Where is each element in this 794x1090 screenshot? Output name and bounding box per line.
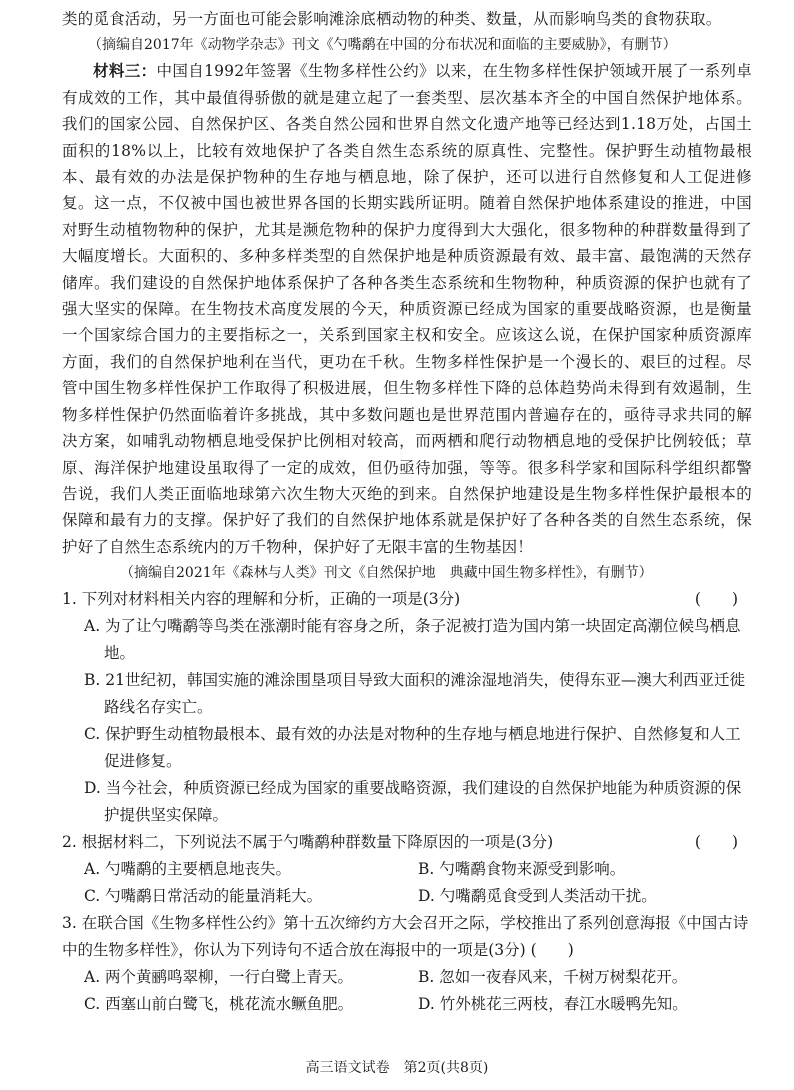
option-c: C. 勺嘴鹬日常活动的能量消耗大。 xyxy=(84,887,323,906)
exam-page xyxy=(62,6,752,1018)
page-footer: 高三语文试卷 第2页(共8页) xyxy=(305,1060,489,1076)
option-a: A. 两个黄鹂鸣翠柳，一行白鹭上青天。 xyxy=(84,968,354,987)
answer-blank: ( ) xyxy=(694,590,738,609)
material-3-paragraph xyxy=(62,58,752,560)
question-1-text: 1. 下列对材料相关内容的理解和分析，正确的一项是(3分) xyxy=(62,590,461,609)
continuation-line: 类的觅食活动，另一方面也可能会影响滩涂底栖动物的种类、数量，从而影响鸟类的食物获取。 xyxy=(62,10,722,28)
question-3-stem xyxy=(62,910,752,964)
option-d: D. 当今社会，种质资源已经成为国家的重要战略资源，我们建设的自然保护地能为种质资源的保护提供坚实保障。 xyxy=(84,779,742,825)
source-citation-2: （摘编自2021年《森林与人类》刊文《自然保护地 典藏中国生物多样性》，有删节） xyxy=(120,565,653,582)
source-citation-1: （摘编自2017年《动物学杂志》刊文《勺嘴鹬在中国的分布状况和面临的主要威胁》，有删节） xyxy=(88,37,677,54)
question-2-stem xyxy=(62,829,752,856)
question-1-stem xyxy=(62,586,752,613)
option-c: C. 西塞山前白鹭飞，桃花流水鳜鱼肥。 xyxy=(84,995,354,1014)
question-3 xyxy=(62,910,752,1018)
options-row xyxy=(62,883,752,910)
option-b: B. 忽如一夜春风来，千树万树梨花开。 xyxy=(418,968,688,987)
answer-blank: ( ) xyxy=(694,833,738,852)
material-3-body: 中国自1992年签署《生物多样性公约》以来，在生物多样性保护领域开展了一系列卓有成效的工作，其中最值得骄傲的就是建立起了一套类型、层次基本齐全的中国自然保护地体系。我们的国家公园、自然保护区、各类自然公园和世界自然文化遗产地等已经达到1.18万处，占国土面积的18%以上，比较有效地保护了各类自然生态系统的原真性、完整性。保护野生动植物最根本、最有效的办法是保护物种的生存地与栖息地，除了保护，还可以进行自然修复和人工促进修复。这一点，不仅被中国也被世界各国的长期实践所证明。随着自然保护地体系建设的推进，中国对野生动植物物种的保护，尤其是濒危物种的保护力度得到大大强化，很多物种的种群数量得到了大幅度增长。大面积的、多种多样类型的自然保护地是种质资源最有效、最丰富、最饱满的天然存储库。我们建设的自然保护地体系保护了各种各类生态系统和生物物种，种质资源的保护也就有了强大坚实的保障。在生物技术高度发展的今天，种质资源已经成为国家的重要战略资源，也是衡量一个国家综合国力的主要指标之一，关系到国家主权和安全。应该这么说，在保护国家种质资源库方面，我们的自然保护地利在当代，更功在千秋。生物多样性保护是一个漫长的、艰巨的过程。尽管中国生物多样性保护工作取得了积极进展，但生物多样性下降的总体趋势尚未得到有效遏制，生物多样性保护仍然面临着许多挑战，其中多数问题也是世界范围内普遍存在的，亟待寻求共同的解决方案，如哺乳动物栖息地受保护比例相对较高，而两栖和爬行动物栖息地的受保护比例较低；草原、海洋保护地建设虽取得了一定的成效，但仍亟待加强，等等。很多科学家和国际科学组织都警告说，我们人类正面临地球第六次生物大灭绝的到来。自然保护地建设是生物多样性保护最根本的保障和最有力的支撑。保护好了我们的自然保护地体系就是保护好了各种各类的自然生态系统，保护好了自然生态系统内的万千物种，保护好了无限丰富的生物基因！ xyxy=(62,62,752,556)
options-row xyxy=(62,991,752,1018)
option-d: D. 竹外桃花三两枝，春江水暖鸭先知。 xyxy=(418,995,688,1014)
option-d: D. 勺嘴鹬觅食受到人类活动干扰。 xyxy=(418,887,657,906)
answer-blank: ( ) xyxy=(530,941,574,960)
question-2 xyxy=(62,829,752,910)
options-row xyxy=(62,856,752,883)
option-a: A. 勺嘴鹬的主要栖息地丧失。 xyxy=(84,860,292,879)
option-b: B. 勺嘴鹬食物来源受到影响。 xyxy=(418,860,626,879)
question-1 xyxy=(62,586,752,829)
option-b: B. 21世纪初，韩国实施的滩涂围垦项目导致大面积的滩涂湿地消失，使得东亚—澳大利西亚迁徙路线名存实亡。 xyxy=(84,671,745,717)
question-2-text: 2. 根据材料二，下列说法不属于勺嘴鹬种群数量下降原因的一项是(3分) xyxy=(62,833,554,852)
option-a: A. 为了让勺嘴鹬等鸟类在涨潮时能有容身之所，条子泥被打造为国内第一块固定高潮位候鸟栖息地。 xyxy=(84,617,741,663)
options-row xyxy=(62,964,752,991)
question-3-text: 3. 在联合国《生物多样性公约》第十五次缔约方大会召开之际，学校推出了系列创意海报《中国古诗中的生物多样性》，你认为下列诗句不适合放在海报中的一项是(3分) xyxy=(62,914,749,960)
option-c: C. 保护野生动植物最根本、最有效的办法是对物种的生存地与栖息地进行保护、自然修复和人工促进修复。 xyxy=(84,725,741,771)
material-3-label: 材料三： xyxy=(93,61,157,81)
